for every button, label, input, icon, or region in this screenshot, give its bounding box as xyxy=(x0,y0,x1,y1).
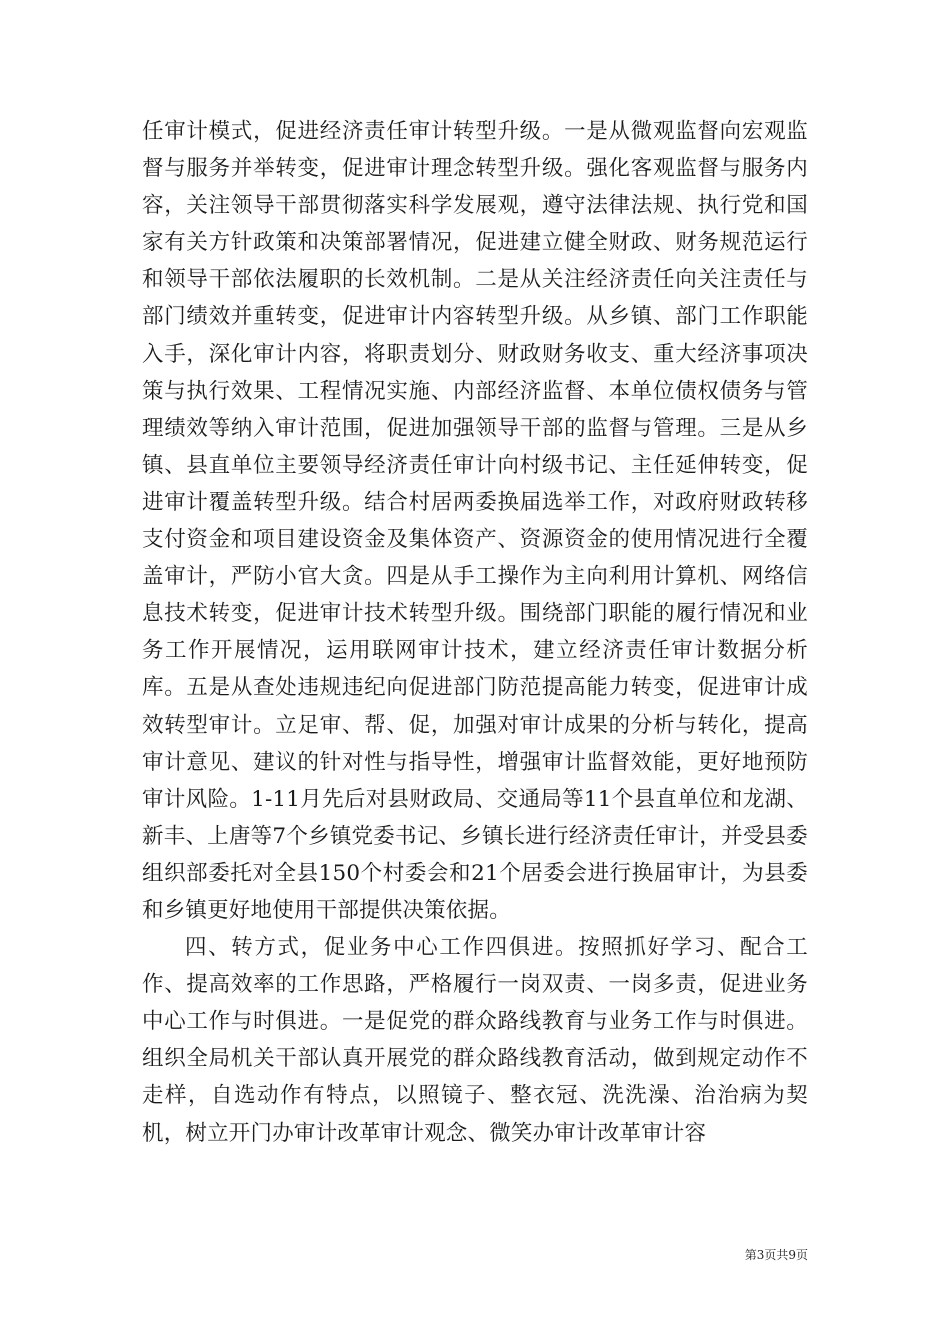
page-number-footer: 第3页共9页 xyxy=(744,1248,808,1262)
document-body xyxy=(142,113,808,1152)
paragraph-section-four: 四、转方式，促业务中心工作四俱进。按照抓好学习、配合工作、提高效率的工作思路，严格履行一岗双责、一岗多责，促进业务中心工作与时俱进。一是促党的群众路线教育与业务工作与时俱进。组织全局机关干部认真开展党的群众路线教育活动，做到规定动作不走样，自选动作有特点，以照镜子、整衣冠、洗洗澡、治治病为契机，树立开门办审计改革审计观念、微笑办审计改革审计容 xyxy=(142,935,808,1146)
paragraph-continued: 任审计模式，促进经济责任审计转型升级。一是从微观监督向宏观监督与服务并举转变，促进审计理念转型升级。强化客观监督与服务内容，关注领导干部贯彻落实科学发展观，遵守法律法规、执行党和国家有关方针政策和决策部署情况，促进建立健全财政、财务规范运行和领导干部依法履职的长效机制。二是从关注经济责任向关注责任与部门绩效并重转变，促进审计内容转型升级。从乡镇、部门工作职能入手，深化审计内容，将职责划分、财政财务收支、重大经济事项决策与执行效果、工程情况实施、内部经济监督、本单位债权债务与管理绩效等纳入审计范围，促进加强领导干部的监督与管理。三是从乡镇、县直单位主要领导经济责任审计向村级书记、主任延伸转变，促进审计覆盖转型升级。结合村居两委换届选举工作，对政府财政转移支付资金和项目建设资金及集体资产、资源资金的使用情况进行全覆盖审计，严防小官大贪。四是从手工操作为主向利用计算机、网络信息技术转变，促进审计技术转型升级。围绕部门职能的履行情况和业务工作开展情况，运用联网审计技术，建立经济责任审计数据分析库。五是从查处违规违纪向促进部门防范提高能力转变，促进审计成效转型审计。立足审、帮、促，加强对审计成果的分析与转化，提高审计意见、建议的针对性与指导性，增强审计监督效能，更好地预防审计风险。1-11月先后对县财政局、交通局等11个县直单位和龙湖、新丰、上唐等7个乡镇党委书记、乡镇长进行经济责任审计，并受县委组织部委托对全县150个村委会和21个居委会进行换届审计，为县委和乡镇更好地使用干部提供决策依据。 xyxy=(142,119,808,923)
